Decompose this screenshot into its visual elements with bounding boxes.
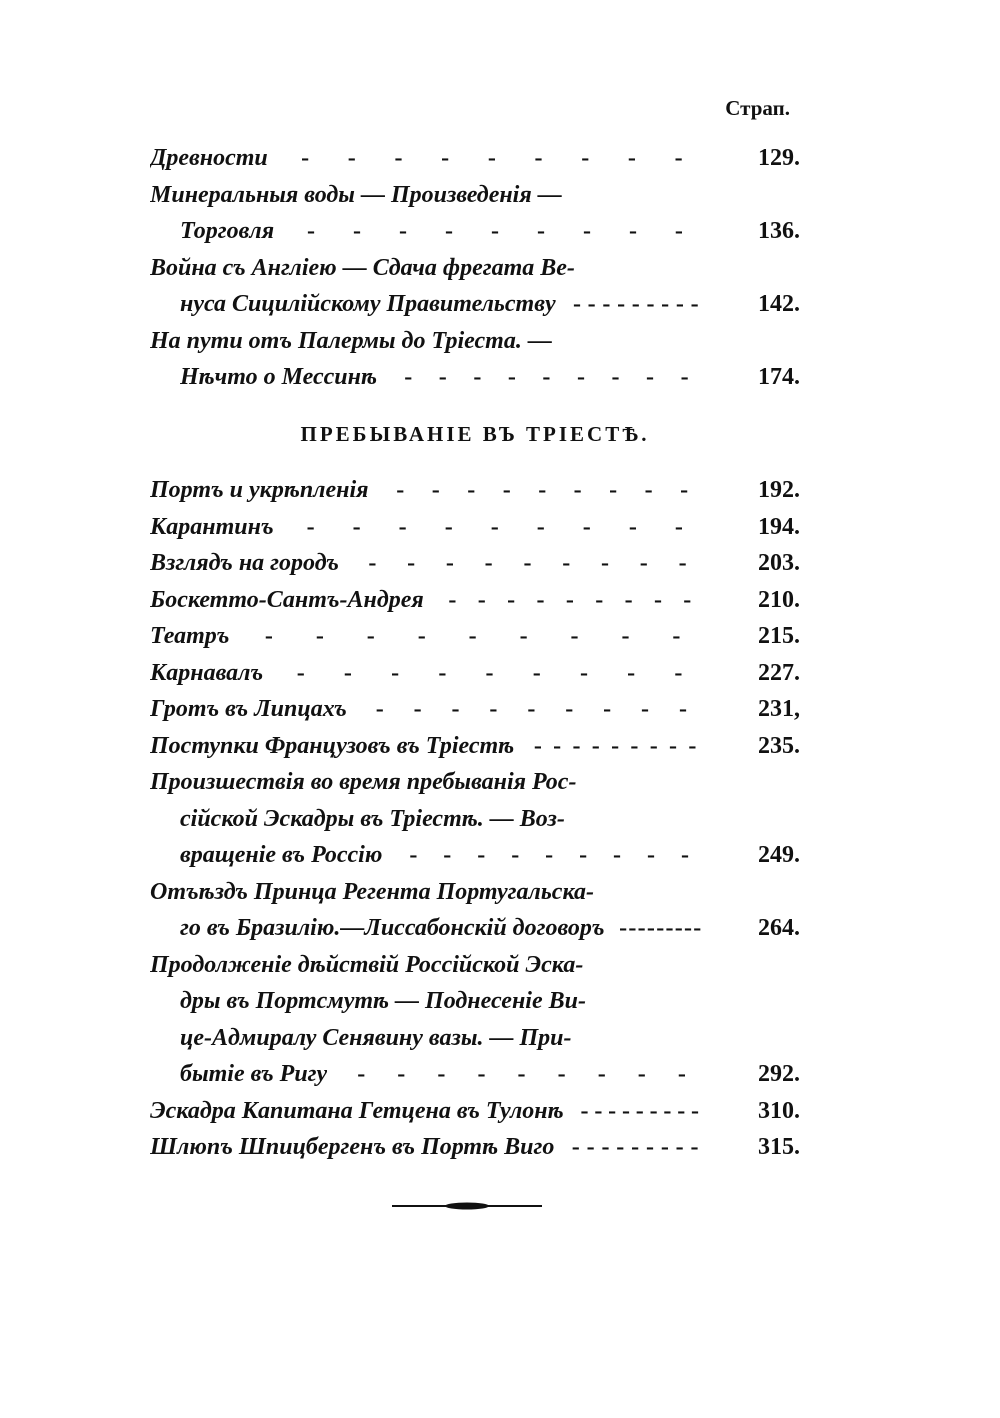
toc-entry — [150, 691, 800, 728]
dot-leader: - - - - - - - - - — [448, 586, 692, 613]
toc-entry-line — [150, 983, 800, 1020]
toc-entry-title: Портъ и укрѣпленія — [150, 477, 369, 503]
toc-entry-title: Театръ — [150, 623, 230, 649]
toc-entry-title: Произшествія во время пребыванія Рос- — [150, 769, 577, 795]
dot-leader: - - - - - - - - - — [301, 145, 683, 171]
toc-entry-title: Карантинъ — [150, 513, 274, 540]
toc-entry-line — [150, 359, 800, 396]
toc-entry — [150, 509, 800, 546]
toc-entry-line — [150, 618, 800, 655]
toc-page-number: 292. — [758, 1061, 800, 1087]
toc-entry-line — [150, 177, 800, 214]
dot-leader: - - - - - - - - - — [619, 915, 702, 941]
toc-entry-title: Карнавалъ — [150, 659, 264, 686]
toc-entry-line — [150, 582, 800, 619]
dot-leader: - - - - - - - - - — [533, 732, 697, 759]
toc-entry — [150, 655, 800, 692]
toc-page-number: 310. — [758, 1097, 800, 1124]
toc-entry — [150, 1129, 800, 1166]
toc-entry — [150, 545, 800, 582]
toc-page-number: 227. — [758, 659, 800, 686]
toc-entry-title: сійской Эскадры въ Тріестѣ. — Воз- — [180, 805, 565, 832]
toc-entry — [150, 472, 800, 509]
toc-entry-line — [150, 655, 800, 692]
toc-entry-title: Поступки Французовъ въ Тріестѣ — [150, 732, 515, 759]
dot-leader: - - - - - - - - - — [375, 696, 687, 722]
toc-entry-line — [150, 728, 800, 765]
toc-page-number: 235. — [758, 732, 800, 759]
toc-entry — [150, 582, 800, 619]
toc-page-number: 264. — [758, 915, 800, 941]
toc-entry-title: це-Адмиралу Сенявину вазы. — При- — [180, 1024, 572, 1051]
toc-entry-line — [150, 323, 800, 360]
toc-entry-line — [150, 801, 800, 838]
toc-entry-line — [150, 286, 800, 323]
table-of-contents-part-1 — [150, 140, 800, 396]
toc-page-number: 315. — [758, 1134, 800, 1160]
toc-entry — [150, 177, 800, 250]
toc-entry-title: Взглядъ на городъ — [150, 550, 339, 576]
ornamental-rule — [392, 1200, 542, 1212]
toc-entry-title: Нѣчто о Мессинѣ — [180, 364, 377, 390]
toc-page-number: 192. — [758, 477, 800, 503]
toc-entry-title: Боскетто-Сантъ-Андрея — [150, 586, 424, 613]
toc-entry-line — [150, 250, 800, 287]
toc-entry — [150, 874, 800, 947]
toc-entry-title: Минеральныя воды — Произведенія — — [150, 181, 562, 208]
toc-entry-title: Древности — [150, 145, 268, 171]
toc-entry-title: вращеніе въ Россію — [180, 842, 383, 868]
toc-entry-line — [150, 1056, 800, 1093]
toc-page-number: 129. — [758, 145, 800, 171]
book-page — [150, 0, 800, 1418]
toc-page-number: 203. — [758, 550, 800, 576]
dot-leader: - - - - - - - - - — [572, 291, 699, 317]
toc-entry-title: го въ Бразилію.—Лиссабонскій договоръ — [180, 915, 605, 941]
toc-page-number: 194. — [758, 513, 800, 540]
toc-entry — [150, 728, 800, 765]
toc-entry — [150, 323, 800, 396]
toc-entry-title: Отъѣздъ Принца Регента Португальска- — [150, 878, 594, 905]
table-of-contents-part-2 — [150, 472, 800, 1166]
toc-entry-title: Шлюпъ Шпицбергенъ въ Портѣ Виго — [150, 1134, 555, 1160]
toc-entry-line — [150, 509, 800, 546]
toc-entry — [150, 1093, 800, 1130]
toc-entry-title: Эскадра Капитана Гетцена въ Тулонѣ — [150, 1097, 564, 1124]
toc-entry-title: Торговля — [180, 218, 275, 244]
dot-leader: - - - - - - - - - — [409, 842, 689, 868]
toc-page-number: 249. — [758, 842, 800, 868]
toc-entry-line — [150, 472, 800, 509]
toc-entry-line — [150, 213, 800, 250]
toc-page-number: 136. — [758, 218, 800, 244]
dot-leader: - - - - - - - - - — [571, 1134, 699, 1160]
dot-leader: - - - - - - - - - — [396, 477, 689, 503]
toc-page-number: 142. — [758, 291, 800, 317]
toc-entry — [150, 140, 800, 177]
dot-leader: - - - - - - - - - — [307, 218, 683, 244]
toc-entry-title: нуса Сицилійскому Правительству — [180, 291, 556, 317]
dot-leader: - - - - - - - - - — [306, 513, 683, 540]
toc-entry — [150, 764, 800, 874]
toc-entry-title: На пути отъ Палермы до Тріеста. — — [150, 327, 552, 354]
toc-entry-title: бытіе въ Ригу — [180, 1061, 328, 1087]
toc-entry-line — [150, 910, 800, 947]
toc-entry-line — [150, 764, 800, 801]
toc-entry-line — [150, 545, 800, 582]
section-heading: ПРЕБЫВАНІЕ ВЪ ТРІЕСТѢ. — [300, 422, 650, 446]
toc-entry-line — [150, 874, 800, 911]
page-column-label: Страп. — [725, 96, 790, 120]
toc-entry — [150, 618, 800, 655]
toc-entry-title: Продолженіе дѣйствій Россійской Эска- — [150, 951, 584, 978]
toc-entry-title: дры въ Портсмутѣ — Поднесеніе Ви- — [180, 988, 586, 1014]
toc-page-number: 210. — [758, 586, 800, 613]
dot-leader: - - - - - - - - - — [296, 659, 683, 686]
toc-page-number: 174. — [758, 364, 800, 390]
toc-entry-line — [150, 947, 800, 984]
toc-entry-title: Гротъ въ Липцахъ — [150, 696, 347, 722]
toc-entry — [150, 250, 800, 323]
toc-entry — [150, 947, 800, 1093]
toc-entry-line — [150, 1020, 800, 1057]
toc-entry-line — [150, 837, 800, 874]
toc-page-number: 215. — [758, 623, 800, 649]
dot-leader: - - - - - - - - - — [580, 1097, 700, 1124]
dot-leader: - - - - - - - - - — [368, 550, 687, 576]
toc-page-number: 231, — [758, 696, 800, 722]
toc-entry-title: Война съ Англіею — Сдача фрегата Ве- — [150, 254, 575, 281]
toc-entry-line — [150, 1129, 800, 1166]
toc-entry-line — [150, 1093, 800, 1130]
toc-entry-line — [150, 691, 800, 728]
dot-leader: - - - - - - - - - — [264, 623, 681, 649]
dot-leader: - - - - - - - - - — [404, 364, 689, 390]
dot-leader: - - - - - - - - - — [357, 1061, 686, 1087]
toc-entry-line — [150, 140, 800, 177]
